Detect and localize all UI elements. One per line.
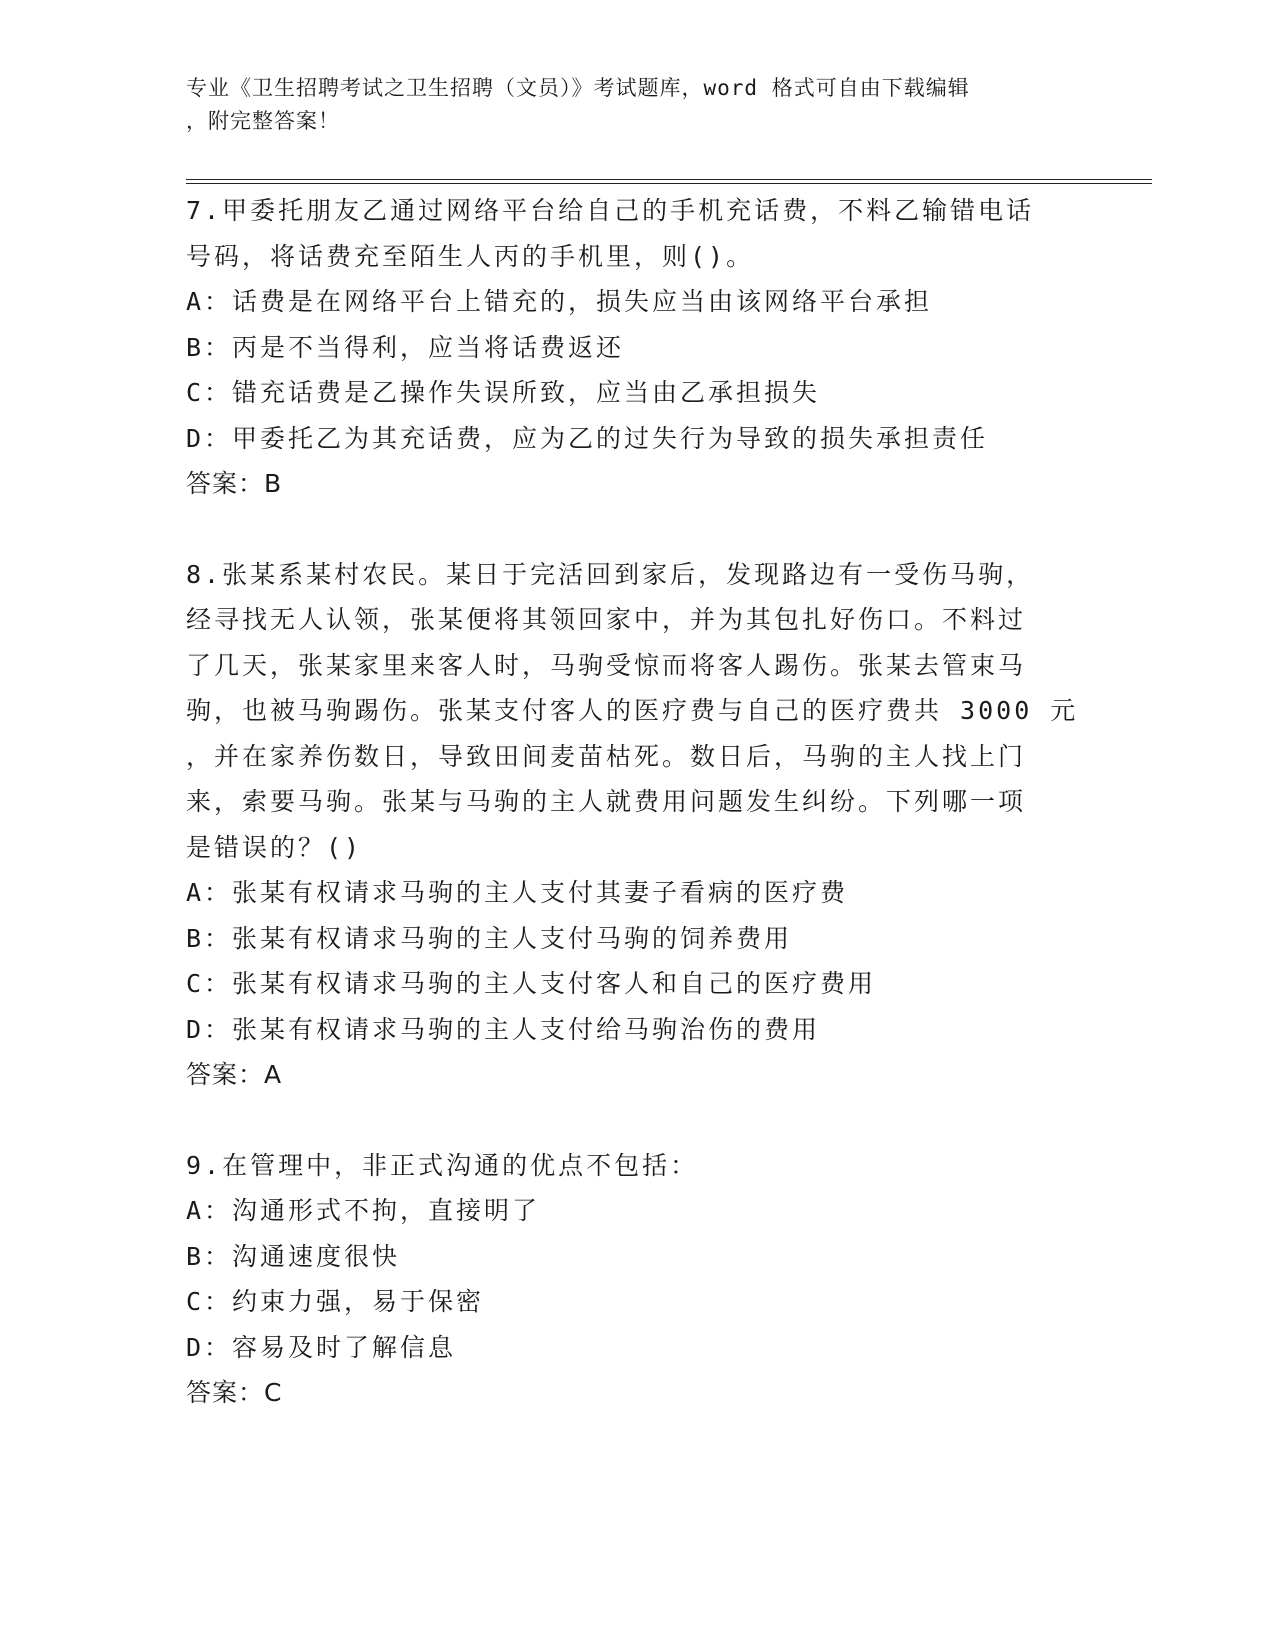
option-c: C：张某有权请求马驹的主人支付客人和自己的医疗费用 — [186, 969, 877, 998]
question-text-line: 7.甲委托朋友乙通过网络平台给自己的手机充话费，不料乙输错电话 — [186, 196, 1035, 225]
header-title-line-2: ，附完整答案！ — [186, 109, 340, 133]
header-divider-bottom — [186, 183, 1152, 184]
question-text-line: 9.在管理中，非正式沟通的优点不包括： — [186, 1150, 699, 1180]
option-a: A：张某有权请求马驹的主人支付其妻子看病的医疗费 — [186, 878, 849, 907]
answer-label: 答案：A — [186, 1060, 283, 1089]
question-text-line: 8.张某系某村农民。某日于完活回到家后，发现路边有一受伤马驹， — [186, 559, 1035, 589]
question-8 — [186, 552, 1086, 1098]
question-text-line: 是错误的？() — [186, 832, 363, 862]
document-header — [186, 72, 1066, 138]
option-d: D：张某有权请求马驹的主人支付给马驹治伤的费用 — [186, 1014, 821, 1044]
answer-label: 答案：B — [186, 469, 283, 498]
question-list — [186, 188, 1086, 1416]
option-c: C：约束力强，易于保密 — [186, 1287, 485, 1316]
question-9 — [186, 1143, 1086, 1416]
question-text-line: 了几天，张某家里来客人时，马驹受惊而将客人踢伤。张某去管束马 — [186, 650, 1027, 680]
answer-label: 答案：C — [186, 1378, 283, 1407]
question-text-line: 来，索要马驹。张某与马驹的主人就费用问题发生纠纷。下列哪一项 — [186, 787, 1027, 816]
option-d: D：甲委托乙为其充话费，应为乙的过失行为导致的损失承担责任 — [186, 423, 989, 453]
question-text-line: ，并在家养伤数日，导致田间麦苗枯死。数日后，马驹的主人找上门 — [186, 741, 1027, 771]
option-b: B：沟通速度很快 — [186, 1241, 401, 1271]
option-b: B：张某有权请求马驹的主人支付马驹的饲养费用 — [186, 923, 793, 953]
question-text-line: 驹，也被马驹踢伤。张某支付客人的医疗费与自己的医疗费共 3000 元 — [186, 696, 1079, 725]
option-c: C：错充话费是乙操作失误所致，应当由乙承担损失 — [186, 378, 821, 407]
header-title-line-1: 专业《卫生招聘考试之卫生招聘（文员）》考试题库，word 格式可自由下载编辑 — [186, 76, 970, 100]
question-7 — [186, 188, 1086, 507]
option-d: D：容易及时了解信息 — [186, 1332, 457, 1362]
header-divider-top — [186, 179, 1152, 180]
option-a: A：话费是在网络平台上错充的，损失应当由该网络平台承担 — [186, 287, 933, 316]
option-a: A：沟通形式不拘，直接明了 — [186, 1196, 541, 1225]
question-text-line: 号码，将话费充至陌生人丙的手机里，则()。 — [186, 241, 755, 271]
question-text-line: 经寻找无人认领，张某便将其领回家中，并为其包扎好伤口。不料过 — [186, 605, 1027, 634]
option-b: B：丙是不当得利，应当将话费返还 — [186, 332, 625, 362]
